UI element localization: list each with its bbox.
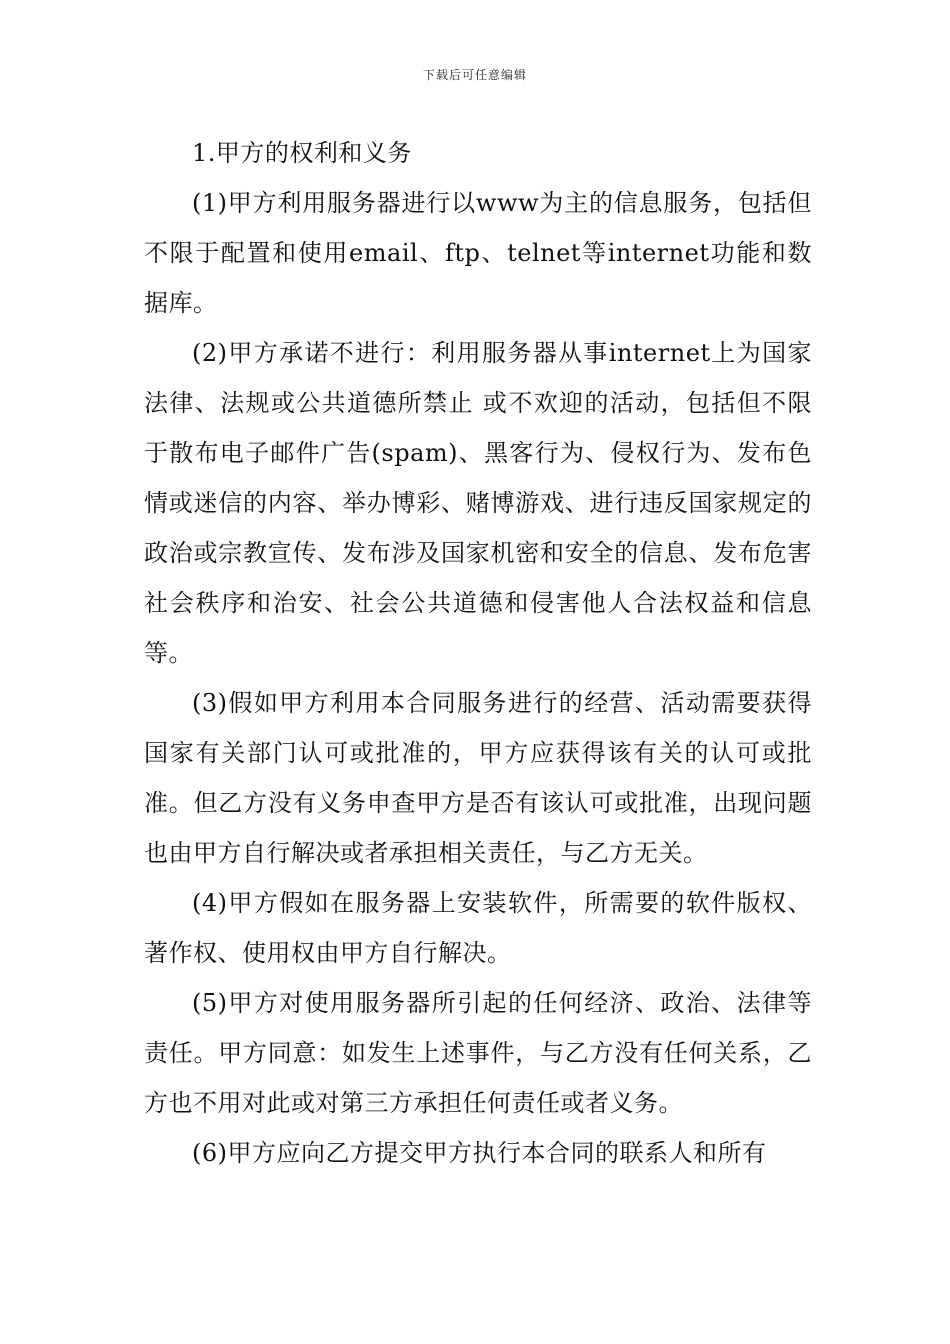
- header-note: 下载后可任意编辑: [422, 68, 527, 82]
- paragraph-1: (1)甲方利用服务器进行以www为主的信息服务，包括但不限于配置和使用email、ftp、telnet等internet功能和数据库。: [144, 189, 812, 317]
- document-body: [144, 128, 812, 1178]
- paragraph-4: (4)甲方假如在服务器上安装软件，所需要的软件版权、著作权、使用权由甲方自行解决。: [144, 889, 812, 967]
- paragraph-5: (5)甲方对使用服务器所引起的任何经济、政治、法律等责任。甲方同意：如发生上述事件，与乙方没有任何关系，乙方也不用对此或对第三方承担任何责任或者义务。: [144, 989, 812, 1117]
- section-title: 1.甲方的权利和义务: [192, 139, 412, 167]
- paragraph-3: (3)假如甲方利用本合同服务进行的经营、活动需要获得国家有关部门认可或批准的，甲方应获得该有关的认可或批准。但乙方没有义务申查甲方是否有该认可或批准，出现问题也由甲方自行解决或者承担相关责任，与乙方无关。: [144, 689, 812, 867]
- paragraph-6: (6)甲方应向乙方提交甲方执行本合同的联系人和所有: [192, 1139, 767, 1167]
- paragraph-2: (2)甲方承诺不进行：利用服务器从事internet上为国家法律、法规或公共道德所禁止 或不欢迎的活动，包括但不限于散布电子邮件广告(spam)、黑客行为、侵权行为、发布色情或迷信的内容、举办博彩、赌博游戏、进行违反国家规定的政治或宗教宣传、发布涉及国家机密和安全的信息、发布危害社会秩序和治安、社会公共道德和侵害他人合法权益和信息等。: [144, 339, 812, 667]
